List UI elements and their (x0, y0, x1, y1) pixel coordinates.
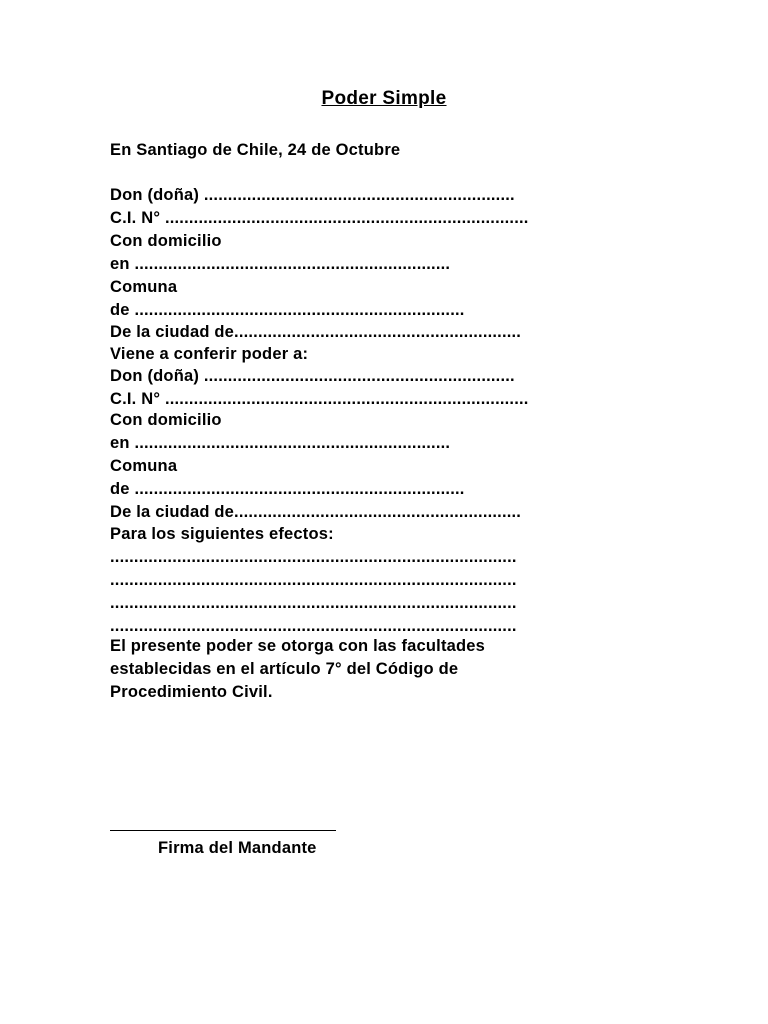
signature-label: Firma del Mandante (158, 839, 317, 857)
efectos-line: ..................................................................................... (110, 571, 517, 589)
efectos-line: ..................................................................................... (110, 617, 517, 635)
grantee-name-field: Don (doña) ................................................................. (110, 367, 515, 385)
grantor-comuna-field: de ..................................................................... (110, 301, 465, 319)
efectos-line: ..................................................................................... (110, 548, 517, 566)
facultades-line: establecidas en el artículo 7° del Código de (110, 660, 459, 678)
efectos-line: ..................................................................................... (110, 594, 517, 612)
grantee-comuna-label: Comuna (110, 457, 178, 475)
grantee-comuna-field: de ..................................................................... (110, 480, 465, 498)
grantor-ci-field: C.I. N° ............................................................................ (110, 209, 529, 227)
grantee-domicilio-label: Con domicilio (110, 411, 222, 429)
grantee-city-field: De la ciudad de............................................................ (110, 503, 522, 521)
grantor-name-field: Don (doña) ................................................................. (110, 186, 515, 204)
signature-line (110, 830, 336, 831)
confer-line: Viene a conferir poder a: (110, 345, 309, 363)
grantor-city-field: De la ciudad de............................................................ (110, 323, 522, 341)
date-line: En Santiago de Chile, 24 de Octubre (110, 141, 401, 159)
facultades-line: Procedimiento Civil. (110, 683, 273, 701)
grantor-address-field: en .................................................................. (110, 255, 451, 273)
grantor-domicilio-label: Con domicilio (110, 232, 222, 250)
grantee-address-field: en .................................................................. (110, 434, 451, 452)
facultades-line: El presente poder se otorga con las facultades (110, 637, 486, 655)
efectos-label: Para los siguientes efectos: (110, 525, 334, 543)
grantee-ci-field: C.I. N° ............................................................................ (110, 390, 529, 408)
grantor-comuna-label: Comuna (110, 278, 178, 296)
document-title: Poder Simple (321, 88, 447, 109)
